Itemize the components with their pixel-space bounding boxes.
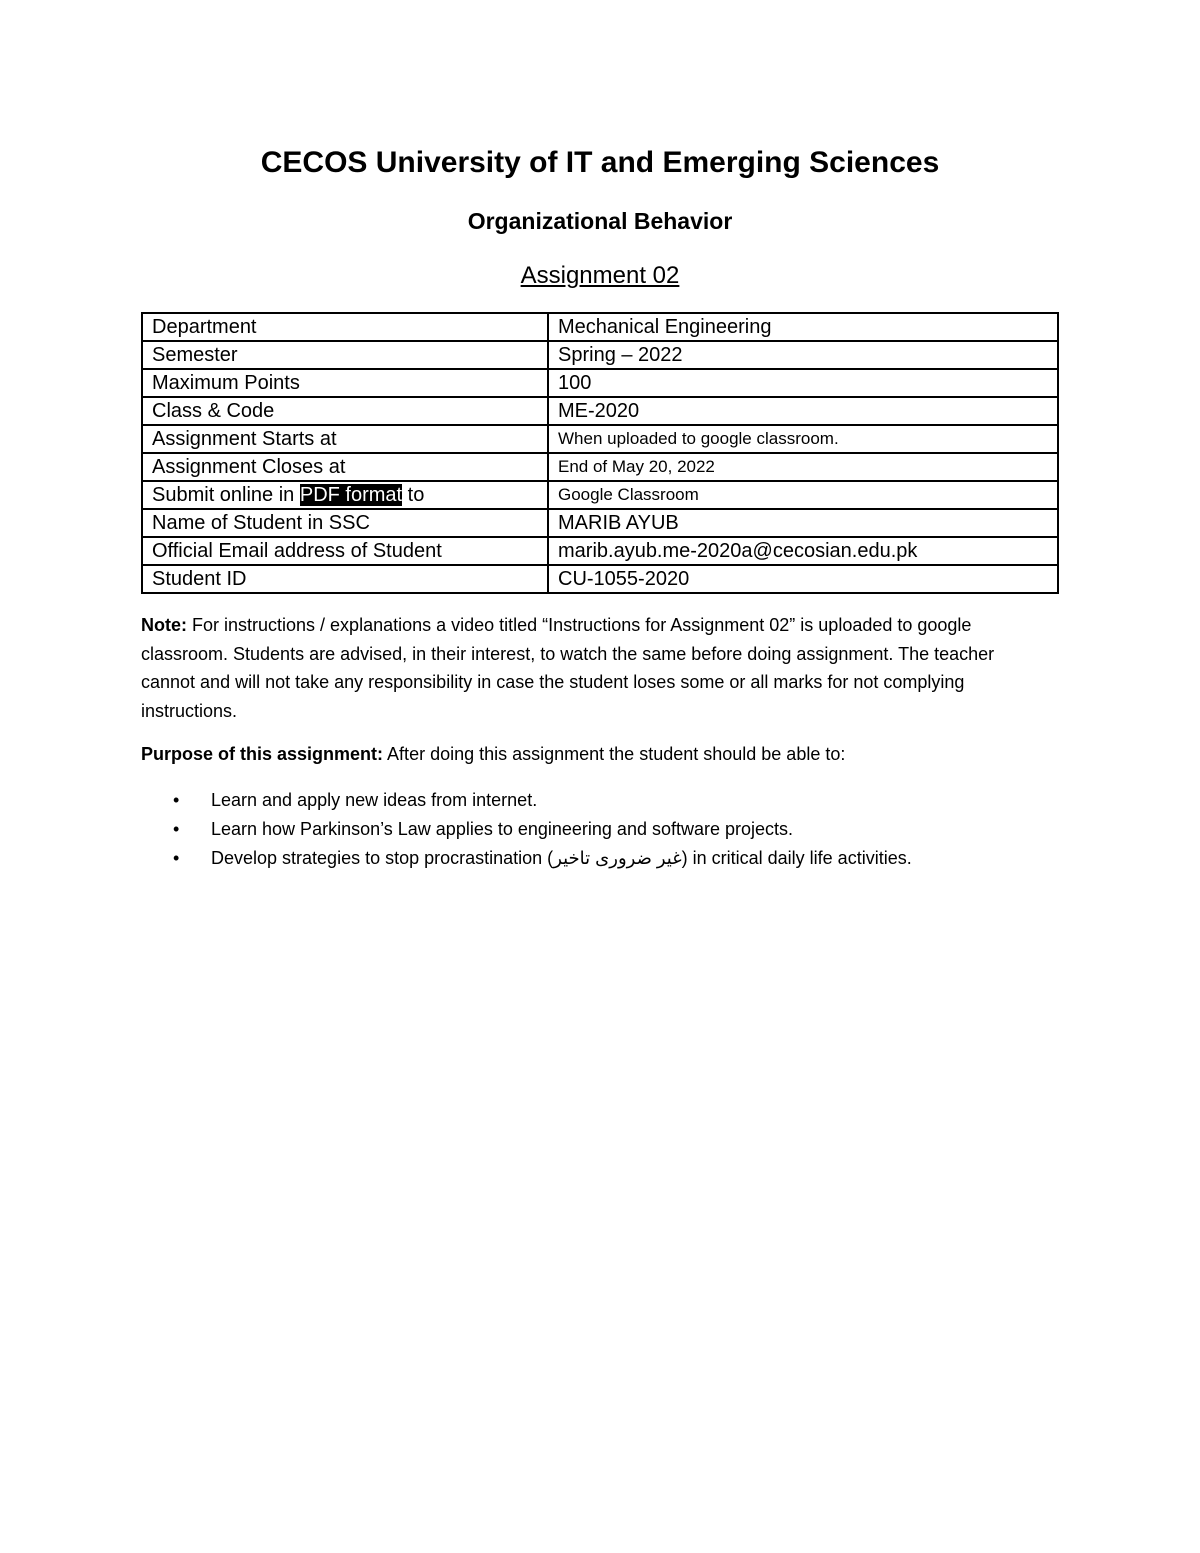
bullet-icon: • <box>173 848 180 868</box>
list-item <box>141 786 1051 815</box>
row-value-starts-at: When uploaded to google classroom. <box>548 425 1058 453</box>
table-row <box>142 537 1058 565</box>
row-value-email: marib.ayub.me-2020a@cecosian.edu.pk <box>548 537 1058 565</box>
list-item-text: Develop strategies to stop procrastination (غیر ضروری تاخیر) in critical daily life activities. <box>211 848 912 868</box>
note-paragraph <box>141 611 1051 725</box>
university-title: CECOS University of IT and Emerging Sciences <box>260 146 940 179</box>
row-value-class-code: ME-2020 <box>548 397 1058 425</box>
row-label-class-code: Class & Code <box>142 397 548 425</box>
row-label-submit-online <box>142 481 548 509</box>
row-value-closes-at: End of May 20, 2022 <box>548 453 1058 481</box>
submit-label-pre: Submit online in <box>152 484 300 506</box>
table-row <box>142 425 1058 453</box>
bullet-icon: • <box>173 790 180 810</box>
assignment-title-text: Assignment 02 <box>520 262 680 289</box>
row-label-email: Official Email address of Student <box>142 537 548 565</box>
row-label-department: Department <box>142 313 548 341</box>
row-label-semester: Semester <box>142 341 548 369</box>
list-item <box>141 815 1051 844</box>
table-row <box>142 369 1058 397</box>
table-row <box>142 565 1058 593</box>
row-label-student-name: Name of Student in SSC <box>142 509 548 537</box>
submit-label-post: to <box>402 484 425 506</box>
purpose-label: Purpose of this assignment: <box>141 744 384 764</box>
purpose-paragraph <box>141 740 1051 769</box>
row-label-maximum-points: Maximum Points <box>142 369 548 397</box>
list-item <box>141 844 1051 873</box>
bullet-icon: • <box>173 819 180 839</box>
row-value-semester: Spring – 2022 <box>548 341 1058 369</box>
table-row <box>142 481 1058 509</box>
list-item-text: Learn how Parkinson’s Law applies to engineering and software projects. <box>211 819 794 839</box>
row-value-student-name: MARIB AYUB <box>548 509 1058 537</box>
list-item-text: Learn and apply new ideas from internet. <box>211 790 538 810</box>
table-row <box>142 453 1058 481</box>
row-label-closes-at: Assignment Closes at <box>142 453 548 481</box>
assignment-info-table <box>141 312 1059 594</box>
row-value-student-id: CU-1055-2020 <box>548 565 1058 593</box>
row-value-department: Mechanical Engineering <box>548 313 1058 341</box>
note-text: For instructions / explanations a video titled “Instructions for Assignment 02” is uploaded to google classroom. Students are advised, in their interest, to watch the same before doing assignment. The teacher cannot and will not take any responsibility in case the student loses some or all marks for not complying instructions. <box>141 615 995 721</box>
row-label-starts-at: Assignment Starts at <box>142 425 548 453</box>
note-label: Note: <box>141 615 187 635</box>
row-value-submit-online: Google Classroom <box>548 481 1058 509</box>
row-value-maximum-points: 100 <box>548 369 1058 397</box>
table-row <box>142 509 1058 537</box>
purpose-list <box>141 786 1051 873</box>
pdf-format-highlight: PDF format <box>299 484 403 506</box>
purpose-text: After doing this assignment the student should be able to: <box>383 744 846 764</box>
table-row <box>142 313 1058 341</box>
course-title: Organizational Behavior <box>467 208 733 234</box>
row-label-student-id: Student ID <box>142 565 548 593</box>
table-row <box>142 397 1058 425</box>
table-row <box>142 341 1058 369</box>
assignment-title <box>0 262 1200 290</box>
